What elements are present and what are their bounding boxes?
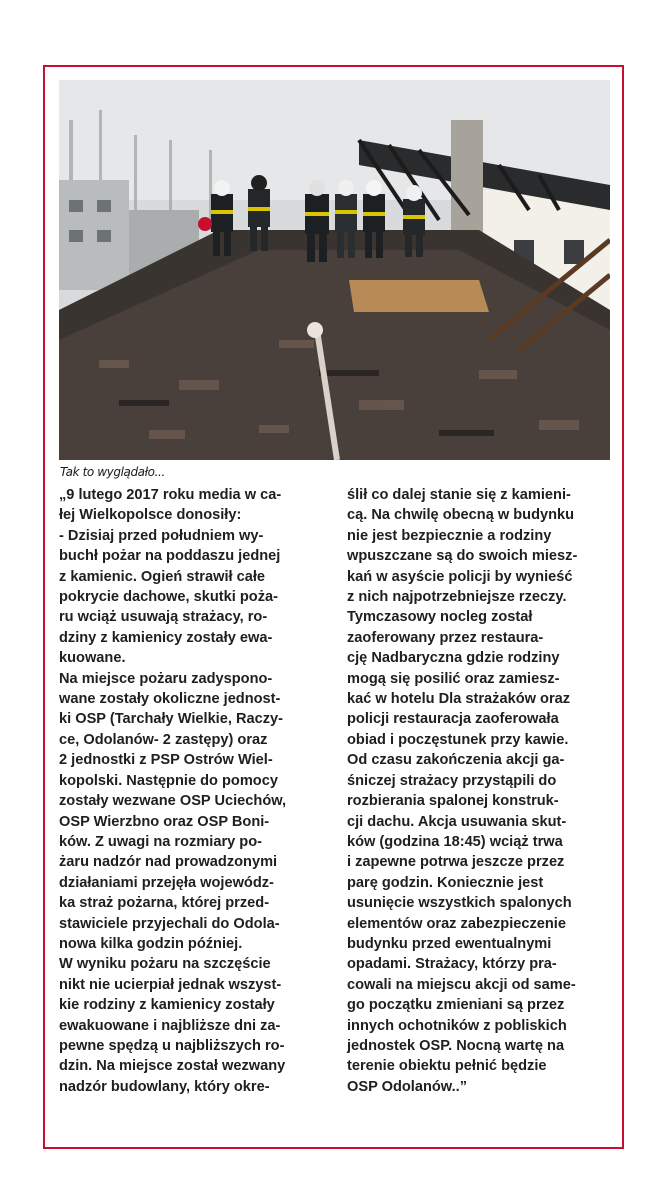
- article-column-right: [347, 485, 609, 1097]
- article-paragraph: Tymczasowy nocleg został zaoferowany przez restaura- cję Nadbaryczna gdzie rodziny mogą się posilić oraz zamiesz- kać w hotelu Dla strażaków oraz policji restauracja zaoferowała obiad i poczęstunek przy kawie. Od czasu zakończenia akcji ga- śniczej strażacy przystąpili do rozbierania spalonej konstruk- cji dachu. Akcja usuwania skut- ków (godzina 18:45) wciąż trwa i zapewne potrwa jeszcze przez parę godzin. Koniecznie jest usunięcie wszystkich spalonych elementów oraz zabezpieczenie budynku przed ewentualnymi opadami. Strażacy, którzy pra- cowali na miejscu akcji od same- go początku zmieniani są przez innych ochotników z pobliskich jednostek OSP. Nocną wartę na terenie obiektu pełnić będzie OSP Odolanów..”: [347, 609, 576, 1095]
- article-column-left: [59, 485, 321, 1097]
- fire-photo: [59, 80, 610, 460]
- article-paragraph: Na miejsce pożaru zadyspono- wane zostały okoliczne jednost- ki OSP (Tarchały Wielkie, Raczy- ce, Odolanów- 2 zastępy) oraz 2 jednostki z PSP Ostrów Wiel- kopolski. Następnie do pomocy zostały wezwane OSP Uciechów, OSP Wierzbno oraz OSP Boni- ków. Z uwagi na rozmiary po- żaru nadzór nad prowadzonymi działaniami przejęła wojewódz- ka straż pożarna, której przed- stawiciele przyjechali do Odola- nowa kilka godzin później.: [59, 670, 287, 952]
- article-paragraph: - Dzisiaj przed południem wy- buchł pożar na poddaszu jednej z kamienic. Ogień strawił całe pokrycie dachowe, skutki poża- ru wciąż usuwają strażacy, ro- dziny z kamienicy zostały ewa- kuowane.: [59, 527, 281, 667]
- article-paragraph: W wyniku pożaru na szczęście nikt nie ucierpiał jednak wszyst- kie rodziny z kamienicy zostały ewakuowane i najbliższe dni za- pewne spędzą u najbliższych ro- dzin. Na miejsce został wezwany nadzór budowlany, który okre-: [59, 956, 286, 1095]
- photo-caption: Tak to wyglądało...: [60, 465, 165, 479]
- burned-roof-image: [59, 80, 610, 460]
- article-paragraph: ślił co dalej stanie się z kamieni- cą. Na chwilę obecną w budynku nie jest bezpiecznie a rodziny wpuszczane są do swoich miesz- kań w asyście policji by wynieść z nich najpotrzebniejsze rzeczy.: [347, 487, 578, 606]
- article-frame: [43, 65, 624, 1149]
- article-paragraph: „9 lutego 2017 roku media w ca- łej Wielkopolsce donosiły:: [59, 487, 282, 524]
